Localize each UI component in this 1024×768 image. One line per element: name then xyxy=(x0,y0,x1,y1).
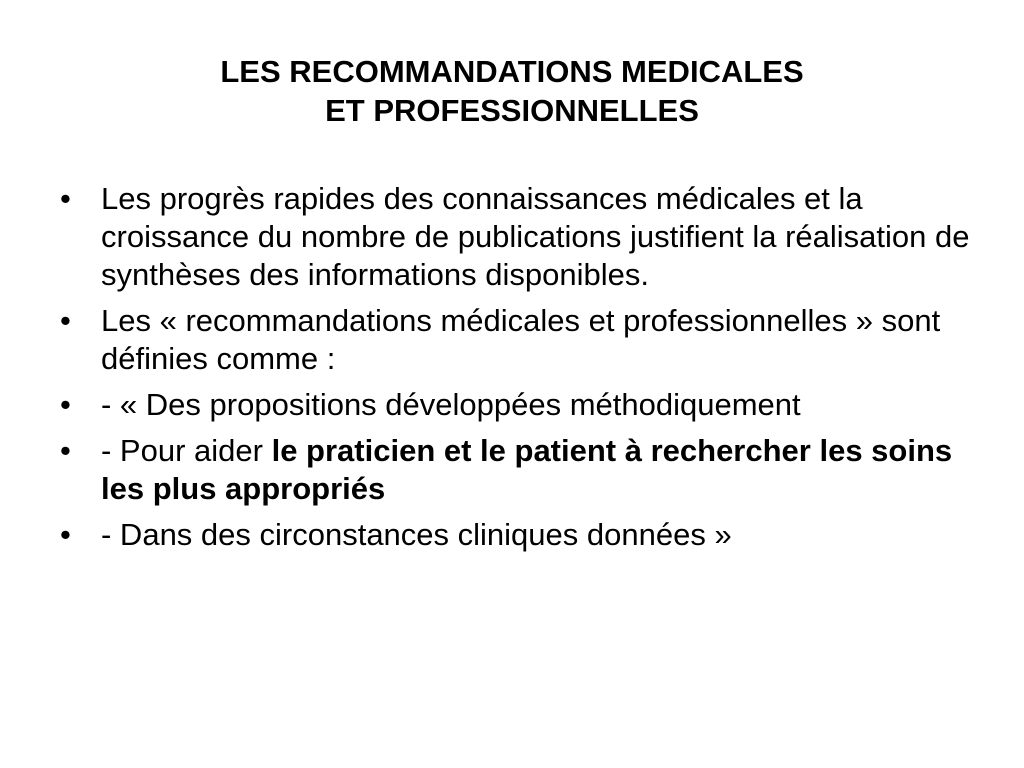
bullet-item-2 xyxy=(60,302,980,378)
bullet-item-4 xyxy=(60,432,980,508)
bullet-text: Les progrès rapides des connaissances médicales et la croissance du nombre de publications justifient la réalisation de synthèses des informations disponibles. xyxy=(101,181,970,292)
bullet-text: Les « recommandations médicales et professionnelles » sont définies comme : xyxy=(101,303,941,376)
bullet-item-5 xyxy=(60,516,980,554)
title-line-2: ET PROFESSIONNELLES xyxy=(325,93,699,128)
bullet-dot-icon: • xyxy=(60,387,71,422)
bullet-dot-icon: • xyxy=(60,433,71,468)
title-line-1: LES RECOMMANDATIONS MEDICALES xyxy=(220,54,804,89)
bullet-list xyxy=(60,180,980,562)
bullet-text-emphasis: le praticien et le patient à rechercher les soins les plus appropriés xyxy=(101,433,953,506)
bullet-text: - Dans des circonstances cliniques données » xyxy=(101,517,732,552)
bullet-item-3 xyxy=(60,386,980,424)
bullet-item-1 xyxy=(60,180,980,294)
bullet-dot-icon: • xyxy=(60,181,71,216)
slide-title xyxy=(0,52,1024,130)
bullet-text-prefix: - Pour aider xyxy=(101,433,272,468)
bullet-dot-icon: • xyxy=(60,303,71,338)
bullet-dot-icon: • xyxy=(60,517,71,552)
bullet-text: - « Des propositions développées méthodiquement xyxy=(101,387,801,422)
